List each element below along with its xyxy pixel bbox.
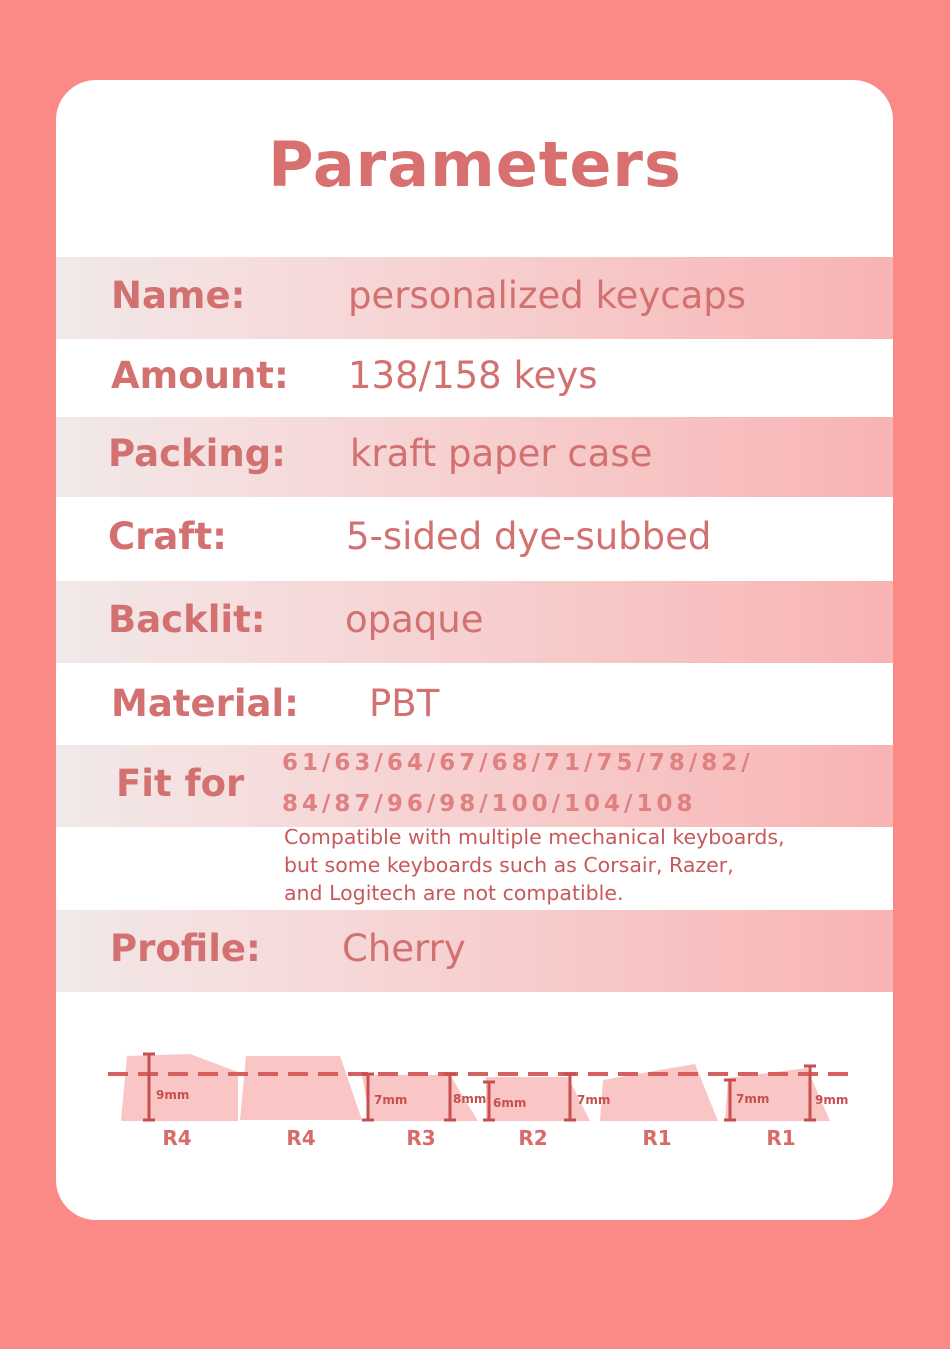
compat-line3: and Logitech are not compatible. bbox=[284, 881, 624, 905]
material-value: PBT bbox=[369, 682, 440, 725]
packing-value: kraft paper case bbox=[350, 432, 653, 475]
name-label: Name: bbox=[111, 274, 246, 317]
profile-label: Profile: bbox=[110, 927, 261, 970]
row-label-r3: R3 bbox=[406, 1126, 436, 1150]
compat-line1: Compatible with multiple mechanical keyboards, bbox=[284, 825, 785, 849]
row-label-r4-a: R4 bbox=[162, 1126, 192, 1150]
dim-label-3: 8mm bbox=[453, 1092, 487, 1106]
compat-line2: but some keyboards such as Corsair, Razer, bbox=[284, 853, 734, 877]
dim-label-4: 6mm bbox=[493, 1096, 527, 1110]
row-label-r1-a: R1 bbox=[642, 1126, 672, 1150]
amount-value: 138/158 keys bbox=[348, 354, 598, 397]
keycap-r4-b bbox=[240, 1056, 362, 1120]
page-title: Parameters bbox=[268, 128, 682, 201]
row-label-r2: R2 bbox=[518, 1126, 548, 1150]
dim-label-6: 7mm bbox=[736, 1092, 770, 1106]
packing-label: Packing: bbox=[108, 432, 286, 475]
material-label: Material: bbox=[111, 682, 299, 725]
fit-layouts-line2: 84/87/96/98/100/104/108 bbox=[282, 791, 697, 817]
fit-label: Fit for bbox=[116, 762, 245, 805]
dim-label-7: 9mm bbox=[815, 1093, 849, 1107]
craft-label: Craft: bbox=[108, 515, 227, 558]
dim-label-5: 7mm bbox=[577, 1093, 611, 1107]
row-label-r1-b: R1 bbox=[766, 1126, 796, 1150]
row-label-r4-b: R4 bbox=[286, 1126, 316, 1150]
name-value: personalized keycaps bbox=[348, 274, 747, 317]
fit-layouts-line1: 61/63/64/67/68/71/75/78/82/ bbox=[282, 750, 754, 776]
backlit-label: Backlit: bbox=[108, 598, 266, 641]
dim-label-2: 7mm bbox=[374, 1093, 408, 1107]
craft-value: 5-sided dye-subbed bbox=[346, 515, 712, 558]
amount-label: Amount: bbox=[111, 354, 289, 397]
backlit-value: opaque bbox=[345, 598, 484, 641]
profile-value: Cherry bbox=[342, 927, 466, 970]
dim-label-1: 9mm bbox=[156, 1088, 190, 1102]
